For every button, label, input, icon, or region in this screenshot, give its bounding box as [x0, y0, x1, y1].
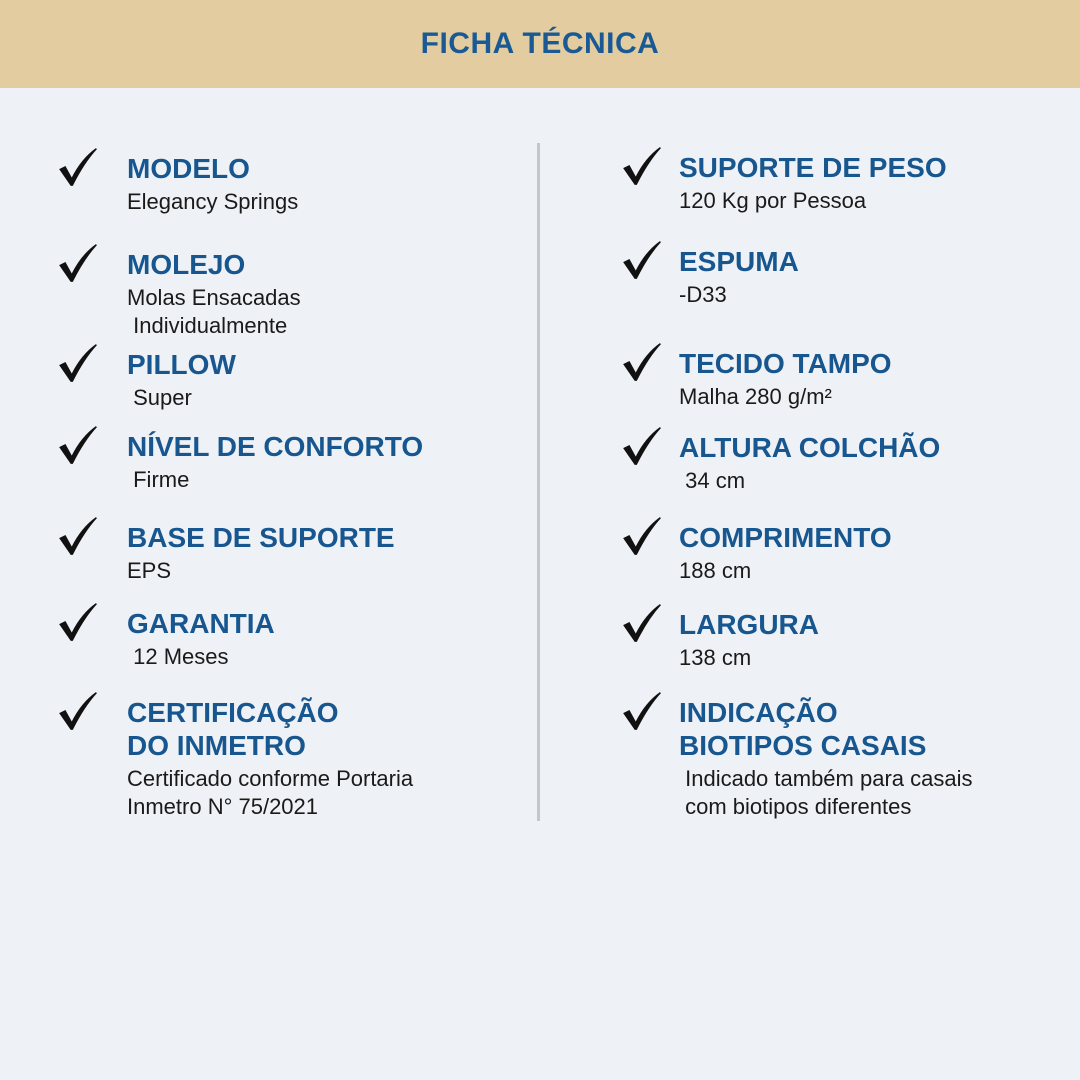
spec-value	[679, 281, 799, 309]
spec-item	[127, 696, 413, 821]
checkmark-icon	[620, 425, 662, 467]
spec-value-line: Individualmente	[127, 313, 288, 338]
spec-title-line: PILLOW	[127, 349, 236, 380]
spec-value-line: com biotipos diferentes	[679, 794, 912, 819]
spec-value	[127, 643, 275, 671]
spec-item	[679, 608, 819, 672]
spec-value	[127, 188, 298, 216]
spec-value-line: Malha 280 g/m²	[679, 384, 832, 409]
page-title: FICHA TÉCNICA	[420, 27, 660, 60]
spec-item	[679, 245, 799, 309]
spec-title	[679, 696, 973, 762]
spec-title-line: TECIDO TAMPO	[679, 348, 892, 379]
spec-item	[127, 348, 236, 412]
spec-value	[127, 384, 236, 412]
spec-value	[127, 466, 423, 494]
column-divider	[537, 143, 540, 821]
checkmark-icon	[56, 515, 98, 557]
spec-value	[679, 557, 892, 585]
spec-value-line: Inmetro N° 75/2021	[127, 794, 319, 819]
spec-value-line: 138 cm	[679, 645, 752, 670]
checkmark-icon	[56, 242, 98, 284]
spec-title	[679, 151, 947, 184]
spec-title-line: CERTIFICAÇÃO	[127, 697, 339, 728]
spec-value-line: Super	[127, 385, 192, 410]
spec-title	[127, 607, 275, 640]
checkmark-icon	[620, 341, 662, 383]
spec-title-line: SUPORTE DE PESO	[679, 152, 947, 183]
spec-value	[679, 644, 819, 672]
spec-title-line: DO INMETRO	[127, 730, 306, 761]
spec-title-line: ALTURA COLCHÃO	[679, 432, 941, 463]
spec-value	[679, 765, 973, 821]
spec-item	[127, 152, 298, 216]
spec-title	[127, 152, 298, 185]
checkmark-icon	[56, 601, 98, 643]
spec-value-line: 188 cm	[679, 558, 752, 583]
spec-value	[127, 284, 301, 340]
spec-item	[127, 607, 275, 671]
spec-title	[127, 521, 395, 554]
spec-item	[127, 430, 423, 494]
spec-value	[127, 765, 413, 821]
spec-value	[679, 383, 892, 411]
spec-value-line: Indicado também para casais	[679, 766, 973, 791]
checkmark-icon	[56, 690, 98, 732]
spec-value-line: Molas Ensacadas	[127, 285, 301, 310]
spec-title	[127, 248, 301, 281]
spec-title	[679, 521, 892, 554]
spec-title	[679, 245, 799, 278]
spec-value-line: Certificado conforme Portaria	[127, 766, 414, 791]
spec-value	[679, 467, 940, 495]
spec-title-line: INDICAÇÃO	[679, 697, 838, 728]
spec-title-line: COMPRIMENTO	[679, 522, 892, 553]
spec-value-line: 120 Kg por Pessoa	[679, 188, 867, 213]
checkmark-icon	[620, 515, 662, 557]
spec-value-line: 34 cm	[679, 468, 746, 493]
spec-item	[127, 248, 301, 340]
spec-item	[679, 347, 892, 411]
spec-value	[679, 187, 947, 215]
spec-value-line: Elegancy Springs	[127, 189, 299, 214]
spec-title	[127, 348, 236, 381]
spec-title	[127, 430, 423, 463]
spec-item	[127, 521, 395, 585]
spec-title-line: NÍVEL DE CONFORTO	[127, 431, 424, 462]
spec-value-line: 12 Meses	[127, 644, 229, 669]
spec-item	[679, 431, 940, 495]
spec-title-line: BIOTIPOS CASAIS	[679, 730, 927, 761]
header-banner	[0, 0, 1080, 88]
spec-title-line: LARGURA	[679, 609, 819, 640]
spec-title-line: BASE DE SUPORTE	[127, 522, 395, 553]
checkmark-icon	[56, 146, 98, 188]
spec-title	[127, 696, 413, 762]
spec-title-line: GARANTIA	[127, 608, 275, 639]
checkmark-icon	[620, 145, 662, 187]
spec-title	[679, 608, 819, 641]
checkmark-icon	[620, 602, 662, 644]
checkmark-icon	[56, 424, 98, 466]
spec-item	[679, 521, 892, 585]
spec-title-line: MODELO	[127, 153, 250, 184]
checkmark-icon	[56, 342, 98, 384]
spec-value-line: EPS	[127, 558, 172, 583]
spec-title	[679, 347, 892, 380]
checkmark-icon	[620, 690, 662, 732]
spec-value	[127, 557, 395, 585]
spec-item	[679, 151, 947, 215]
spec-value-line: -D33	[679, 282, 727, 307]
spec-title-line: MOLEJO	[127, 249, 246, 280]
spec-value-line: Firme	[127, 467, 190, 492]
checkmark-icon	[620, 239, 662, 281]
spec-item	[679, 696, 973, 821]
spec-title	[679, 431, 940, 464]
spec-title-line: ESPUMA	[679, 246, 799, 277]
